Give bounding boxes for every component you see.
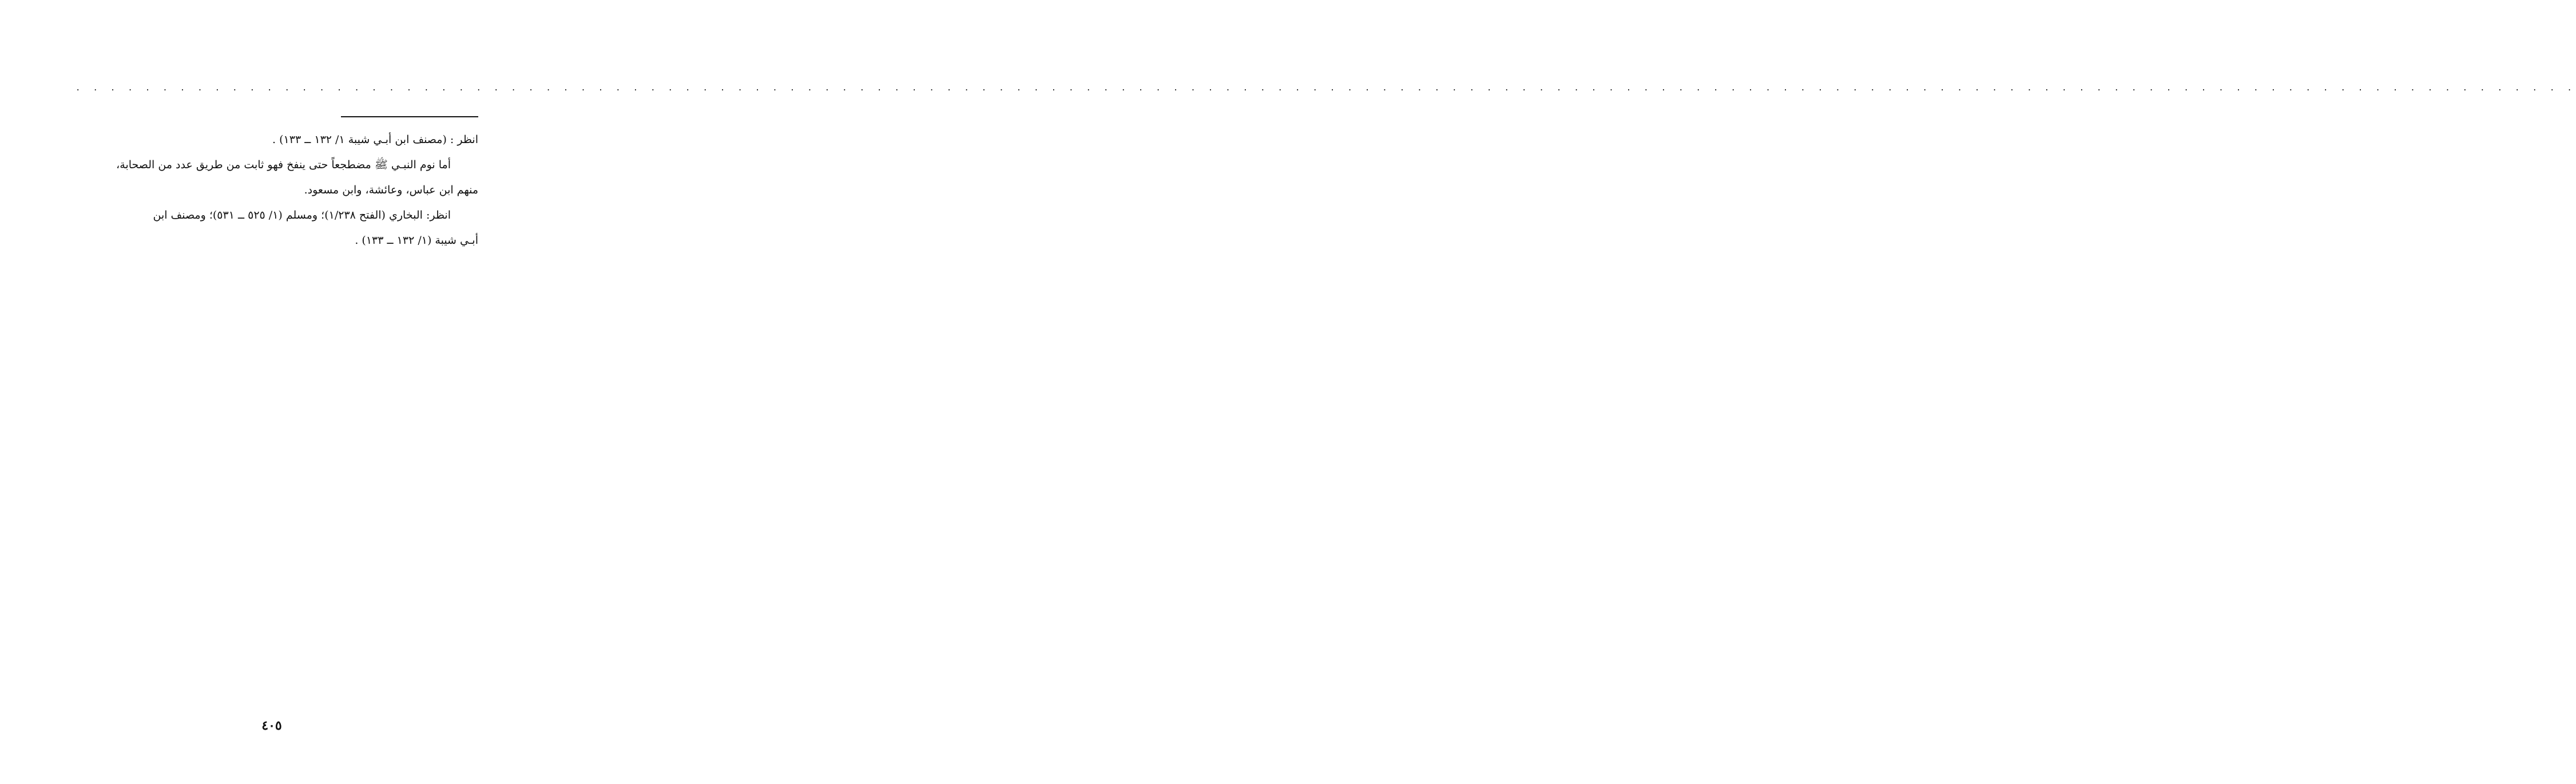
footnote-reference-line: انظر : (مصنف ابن أبـي شيبة ١/ ١٣٢ ــ ١٣٣) .: [272, 133, 478, 146]
footnote-separator-line: [341, 116, 478, 117]
footnote-reference-line: انظر: البخاري (الفتح ١/٢٣٨)؛ ومسلم (١/ ٥٢٥ ــ ٥٣١)؛ ومصنف ابن: [153, 209, 451, 221]
footnote-reference-line: أبـي شيبة (١/ ١٣٢ ــ ١٣٣) .: [355, 234, 478, 247]
dotted-separator: . . . . . . . . . . . . . . . . . . . . . . . . . . . . . . . . . . . . . . . . . . . . . . . . . . . . . . . . . . . . . . . . . . . . . . . . . . . . . . . . . . . . . . . . . . . . . . . . . . . . . . . . . . . . . . . . . . . . . . . . . . . . . . . . . . . . . . . . . . . . . . . .: [76, 84, 2576, 93]
page-number: ٤٠٥: [261, 718, 282, 733]
footnote-paragraph-line: أما نوم النبـي ﷺ مضطجعاً حتى ينفخ فهو ثابت من طريق عدد من الصحابة،: [116, 159, 451, 171]
footnotes-block: [66, 127, 478, 253]
footnote-paragraph-line: منهم ابن عباس، وعائشة، وابن مسعود.: [304, 184, 478, 196]
